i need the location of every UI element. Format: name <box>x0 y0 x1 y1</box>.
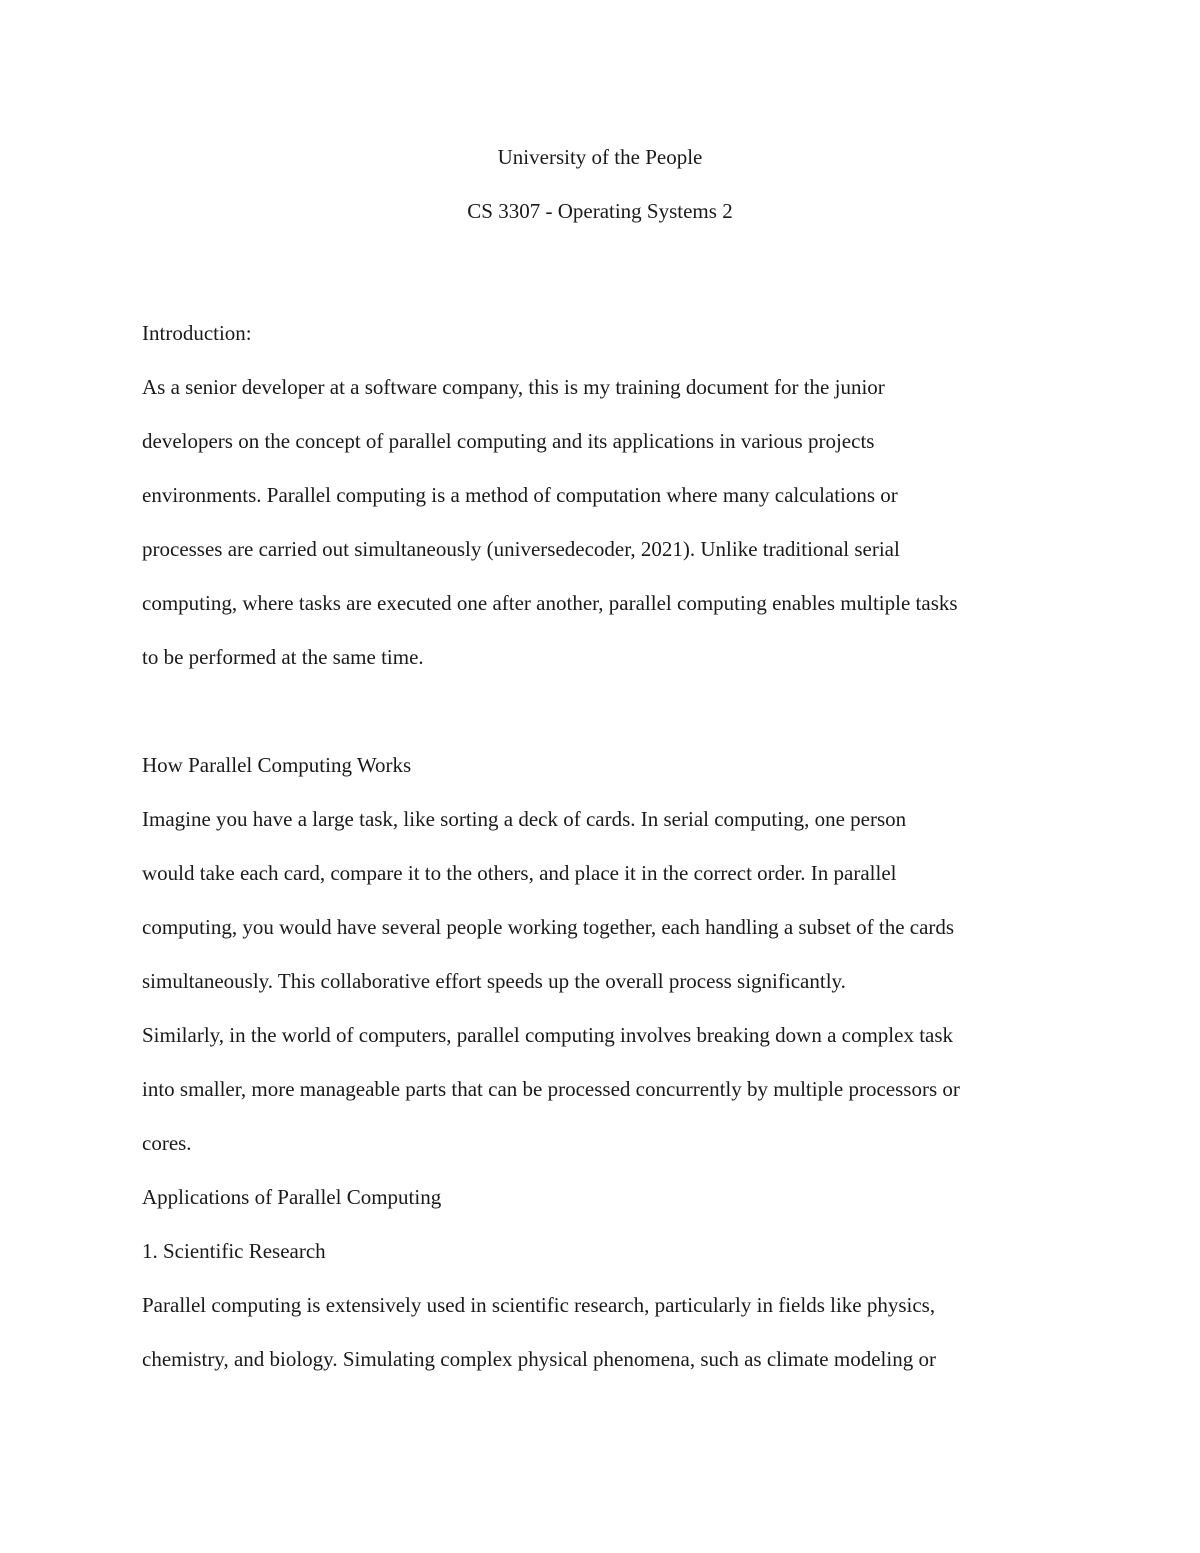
institution-title: University of the People <box>497 145 703 169</box>
scientific-research-line: Parallel computing is extensively used in scientific research, particularly in fields like physics, <box>142 1293 936 1317</box>
how-line: would take each card, compare it to the others, and place it in the correct order. In parallel <box>142 861 897 885</box>
intro-line: computing, where tasks are executed one after another, parallel computing enables multiple tasks <box>142 591 958 615</box>
intro-heading: Introduction: <box>142 321 252 345</box>
course-title: CS 3307 - Operating Systems 2 <box>467 199 733 223</box>
scientific-research-heading: 1. Scientific Research <box>142 1239 326 1263</box>
applications-heading: Applications of Parallel Computing <box>142 1185 442 1209</box>
how-line: Similarly, in the world of computers, parallel computing involves breaking down a complex task <box>142 1023 954 1047</box>
how-heading: How Parallel Computing Works <box>142 753 412 777</box>
how-line: cores. <box>142 1131 192 1155</box>
intro-line: processes are carried out simultaneously (universedecoder, 2021). Unlike traditional serial <box>142 537 900 561</box>
intro-line: to be performed at the same time. <box>142 645 424 669</box>
intro-line: developers on the concept of parallel computing and its applications in various projects <box>142 429 875 453</box>
scientific-research-line: chemistry, and biology. Simulating complex physical phenomena, such as climate modeling or <box>142 1347 936 1371</box>
how-line: Imagine you have a large task, like sorting a deck of cards. In serial computing, one person <box>142 807 907 831</box>
intro-line: environments. Parallel computing is a method of computation where many calculations or <box>142 483 898 507</box>
how-line: into smaller, more manageable parts that can be processed concurrently by multiple processors or <box>142 1077 960 1101</box>
how-line: computing, you would have several people working together, each handling a subset of the cards <box>142 915 955 939</box>
intro-line: As a senior developer at a software company, this is my training document for the junior <box>142 375 885 399</box>
how-line: simultaneously. This collaborative effort speeds up the overall process significantly. <box>142 969 846 993</box>
